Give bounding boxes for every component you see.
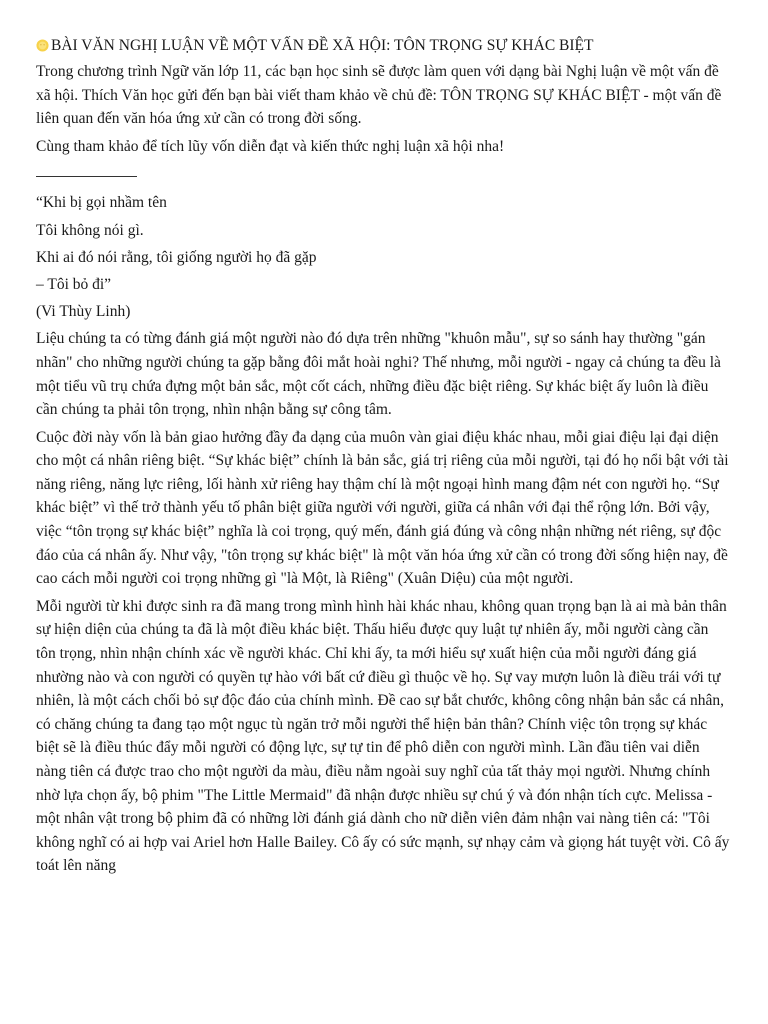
intro-paragraph: Trong chương trình Ngữ văn lớp 11, các bạn học sinh sẽ được làm quen với dạng bài Nghị luận về một vấn đề xã hội. Thích Văn học gửi đến bạn bài viết tham khảo về chủ đề: TÔN TRỌNG SỰ KHÁC BIỆT - một vấn đề liên quan đến văn hóa ứng xử cần có trong đời sống.: [36, 63, 722, 128]
sun-emoji-icon: [36, 39, 49, 52]
article-title: [36, 34, 732, 58]
poem-line: – Tôi bỏ đi”: [36, 275, 112, 293]
document-page: [36, 34, 732, 882]
poem-line: Khi ai đó nói rằng, tôi giống người họ đã gặp: [36, 248, 317, 266]
body-paragraph: Cuộc đời này vốn là bản giao hưởng đầy đa dạng của muôn vàn giai điệu khác nhau, mỗi giai điệu lại đại diện cho một cá nhân riêng biệt. “Sự khác biệt” chính là bản sắc, giá trị riêng của mỗi người, tại đó họ nổi bật với tài năng riêng, năng lực riêng, lối hành xử riêng hay thậm chí là một ngoại hình mang đậm nét con người họ. “Sự khác biệt” vì thế trở thành yếu tố phân biệt giữa người với người, giữa cá nhân với đại thể rộng lớn. Bởi vậy, việc “tôn trọng sự khác biệt” nghĩa là coi trọng, quý mến, đánh giá đúng và công nhận những nét riêng, sự độc đáo của cá nhân ấy. Như vậy, "tôn trọng sự khác biệt" là một văn hóa ứng xử cần có trong đời sống hiện nay, đề cao cách mỗi người coi trọng những gì "là Một, là Riêng" (Xuân Diệu) của một người.: [36, 428, 729, 588]
body-paragraph: Liệu chúng ta có từng đánh giá một người nào đó dựa trên những "khuôn mẫu", sự so sánh hay thường "gán nhãn" cho những người chúng ta gặp bằng đôi mắt hoài nghi? Thế nhưng, mỗi người - ngay cả chúng ta đều là một tiểu vũ trụ chứa đựng một bản sắc, một cốt cách, những điều đặc biệt riêng. Sự khác biệt ấy luôn là điều cần chúng ta phải tôn trọng, nhìn nhận bằng sự công tâm.: [36, 330, 721, 419]
poem-line: “Khi bị gọi nhầm tên: [36, 194, 167, 212]
article-title-text: BÀI VĂN NGHỊ LUẬN VỀ MỘT VẤN ĐỀ XÃ HỘI: TÔN TRỌNG SỰ KHÁC BIỆT: [51, 37, 594, 54]
body-paragraph: Mỗi người từ khi được sinh ra đã mang trong mình hình hài khác nhau, không quan trọng bạn là ai mà bản thân sự hiện diện của chúng ta đã là một điều khác biệt. Thấu hiểu được quy luật tự nhiên ấy, mỗi người càng cần tôn trọng, nhìn nhận chính xác về người khác. Chỉ khi ấy, ta mới hiểu sự xuất hiện của mỗi người đáng giá nhường nào và con người có quyền tự hào với bất cứ điều gì thuộc về họ. Sự vay mượn luôn là điều trái với tự nhiên, là một cách chối bỏ sự độc đáo của chính mình. Đề cao sự bắt chước, không công nhận bản sắc cá nhân, có chăng chúng ta đang tạo một ngục tù ngăn trở mỗi người thể hiện bản thân? Chính việc tôn trọng sự khác biệt sẽ là điều thúc đẩy mỗi người có động lực, sự tự tin để phô diễn con người mình. Lần đầu tiên vai diễn nàng tiên cá được trao cho một người da màu, điều nằm ngoài suy nghĩ của tất thảy mọi người. Nhưng chính nhờ lựa chọn ấy, bộ phim "The Little Mermaid" đã nhận được nhiều sự chú ý và đón nhận tích cực. Melissa - một nhân vật trong bộ phim đã có những lời đánh giá dành cho nữ diễn viên đảm nhận vai nàng tiên cá: "Tôi không nghĩ có ai hợp vai Ariel hơn Halle Bailey. Cô ấy có sức mạnh, sự nhạy cảm và giọng hát tuyệt vời. Cô ấy toát lên năng: [36, 597, 730, 875]
poem-attribution: (Vi Thùy Linh): [36, 303, 131, 321]
divider-line: [36, 162, 137, 177]
poem-line: Tôi không nói gì.: [36, 221, 144, 239]
intro-paragraph: Cùng tham khảo để tích lũy vốn diễn đạt và kiến thức nghị luận xã hội nha!: [36, 137, 505, 155]
